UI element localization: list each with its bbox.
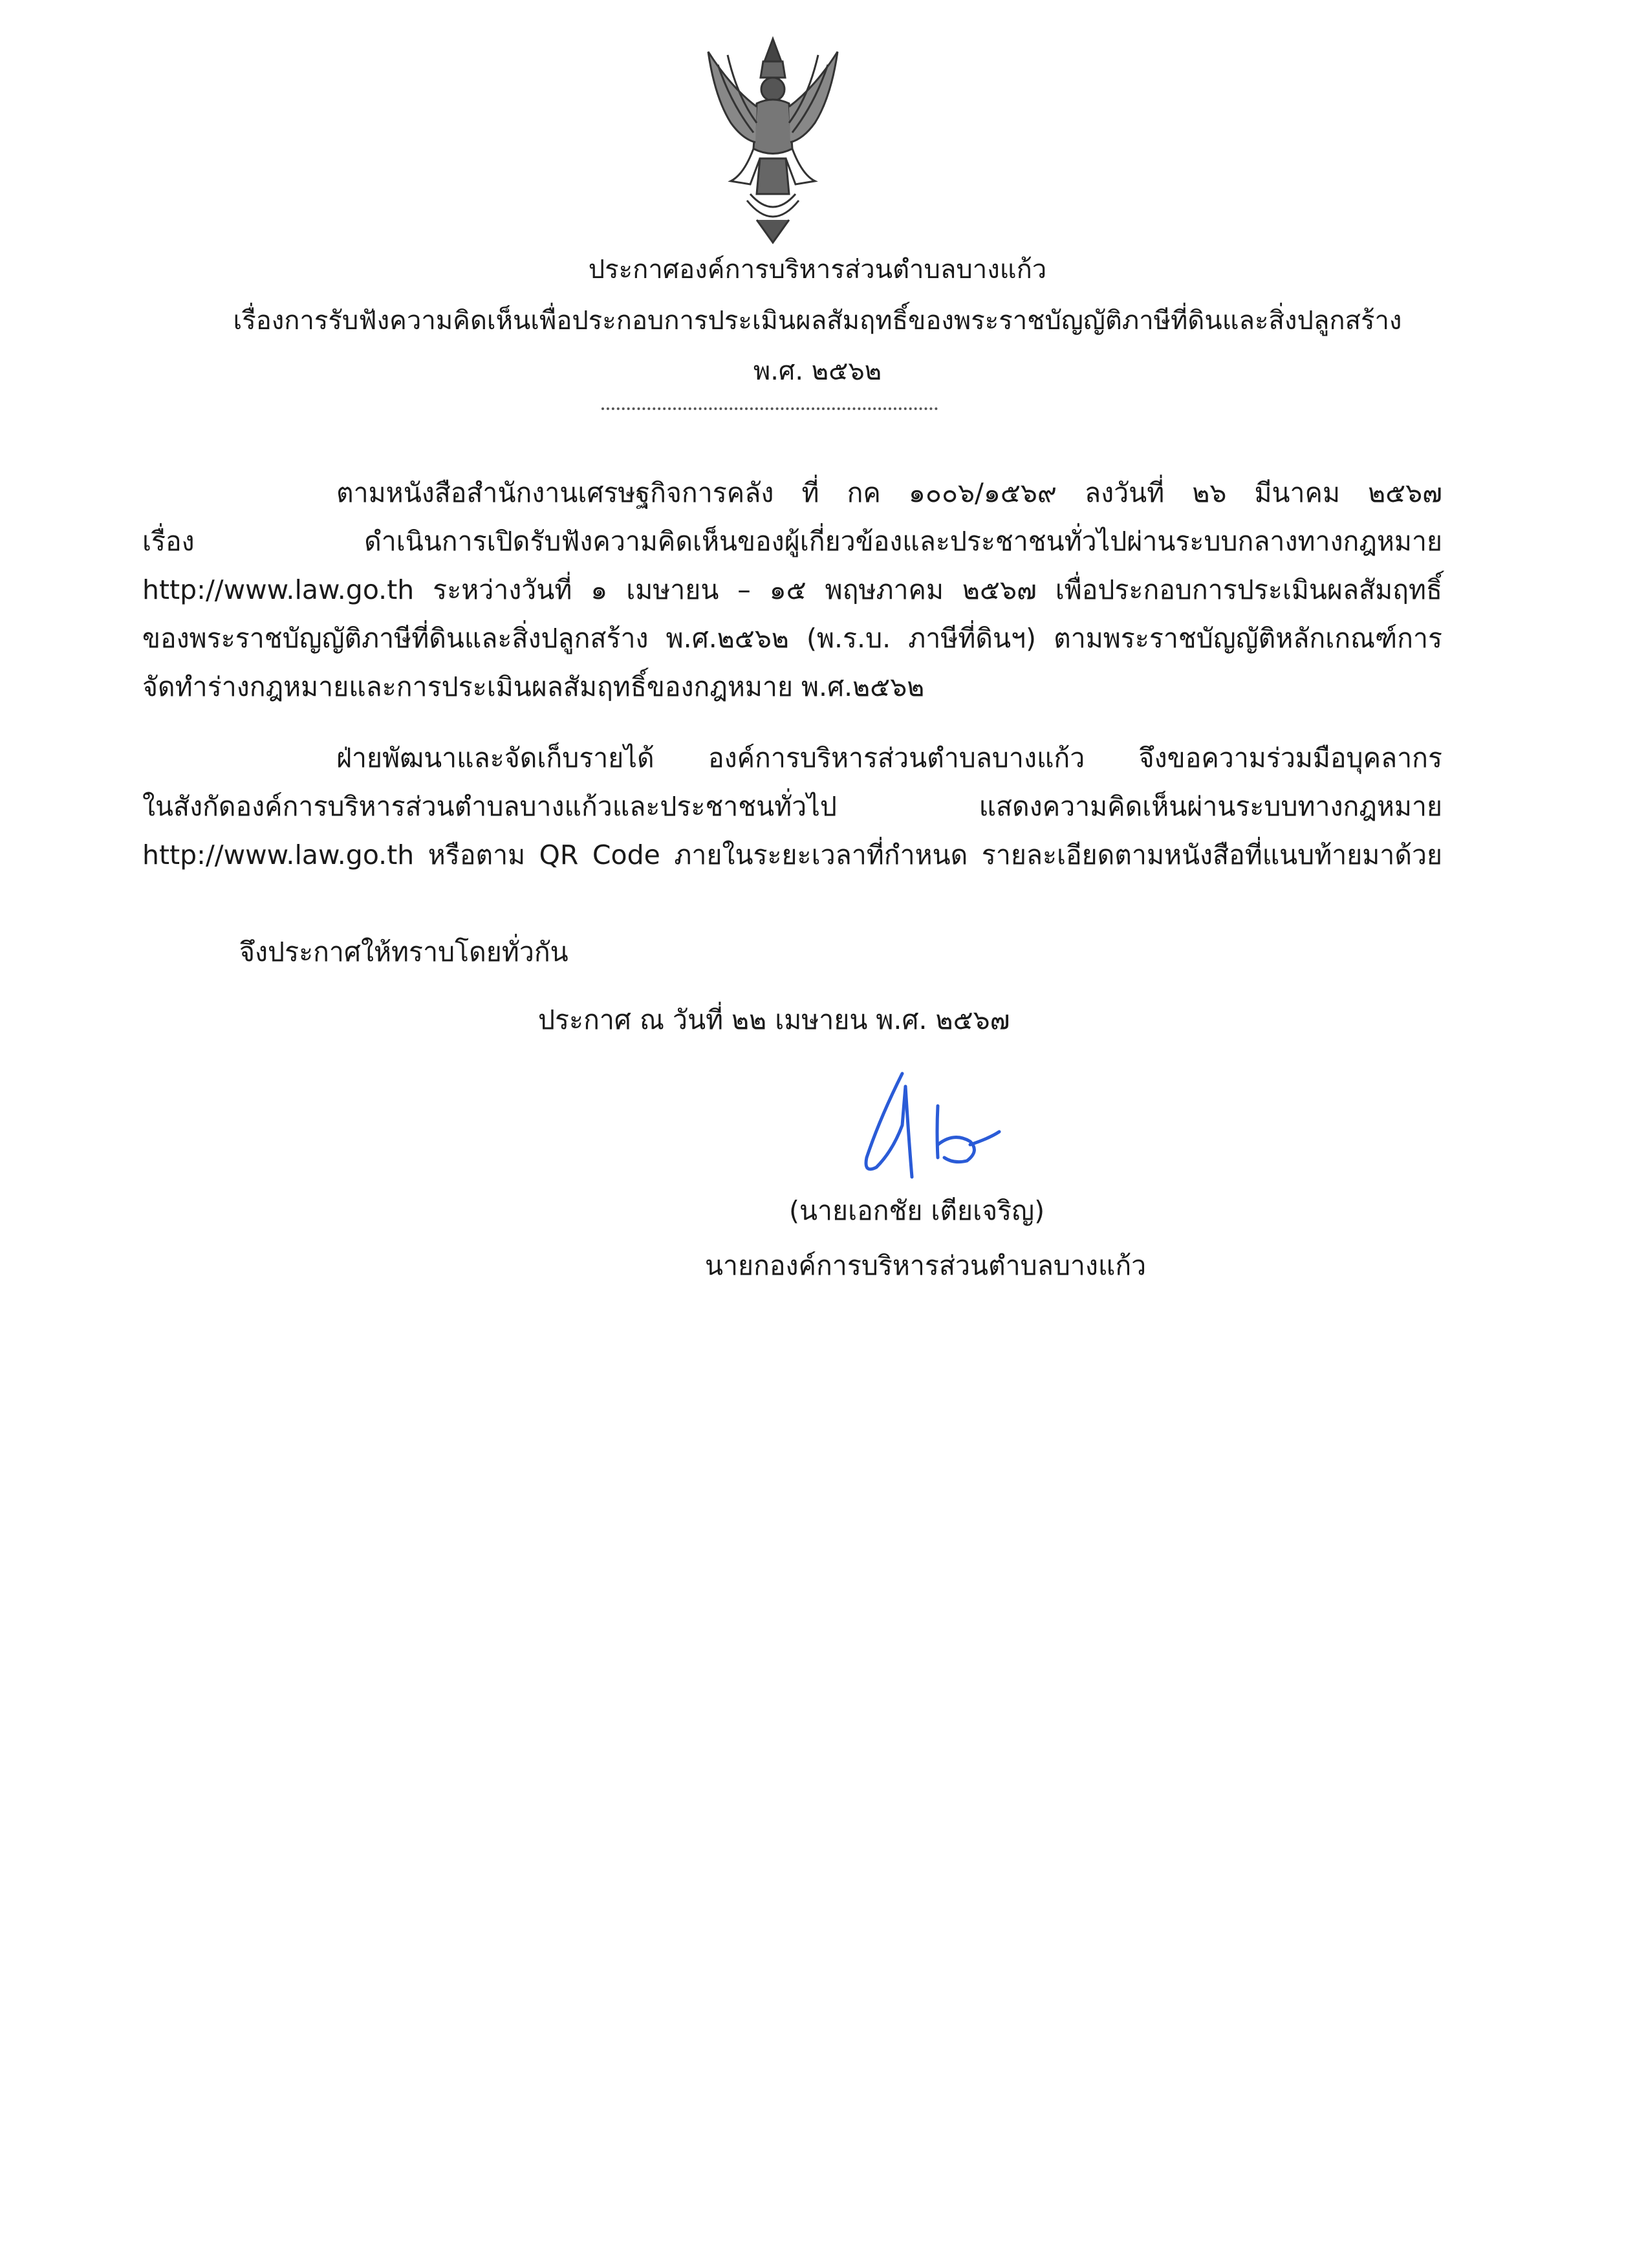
announcement-year: พ.ศ. ๒๕๖๒ — [753, 356, 882, 386]
paragraph2-line1: ฝ่ายพัฒนาและจัดเก็บรายได้ องค์การบริหารส่วนตำบลบางแก้ว จึงขอความร่วมมือบุคลากร — [336, 742, 1442, 773]
paragraph1-line1: ตามหนังสือสำนักงานเศรษฐกิจการคลัง ที่ กค ๑๐๐๖/๑๕๖๙ ลงวันที่ ๒๖ มีนาคม ๒๕๖๗ — [336, 477, 1442, 508]
announcement-date: ประกาศ ณ วันที่ ๒๒ เมษายน พ.ศ. ๒๕๖๗ — [538, 1004, 1010, 1035]
paragraph1-line4: ของพระราชบัญญัติภาษีที่ดินและสิ่งปลูกสร้าง พ.ศ.๒๕๖๒ (พ.ร.บ. ภาษีที่ดินฯ) ตามพระราชบัญญัติหลักเกณฑ์การ — [142, 623, 1442, 654]
garuda-emblem-icon — [692, 26, 854, 246]
handwritten-signature — [841, 1061, 1054, 1190]
paragraph1-line2: เรื่อง ดำเนินการเปิดรับฟังความคิดเห็นของผู้เกี่ยวข้องและประชาชนทั่วไปผ่านระบบกลางทางกฎหมาย — [142, 526, 1442, 557]
signer-name: (นายเอกชัย เตียเจริญ) — [789, 1195, 1045, 1226]
announcement-title: ประกาศองค์การบริหารส่วนตำบลบางแก้ว — [588, 255, 1047, 285]
paragraph2-line3: http://www.law.go.th หรือตาม QR Code ภายในระยะเวลาที่กำหนด รายละเอียดตามหนังสือที่แนบท้ายมาด้วย — [142, 839, 1442, 870]
closing-statement: จึงประกาศให้ทราบโดยทั่วกัน — [239, 936, 568, 967]
paragraph1-line5: จัดทำร่างกฎหมายและการประเมินผลสัมฤทธิ์ของกฎหมาย พ.ศ.๒๕๖๒ — [142, 671, 925, 702]
dotted-separator — [601, 407, 938, 410]
announcement-subject: เรื่องการรับฟังความคิดเห็นเพื่อประกอบการประเมินผลสัมฤทธิ์ของพระราชบัญญัติภาษีที่ดินและสิ่งปลูกสร้าง — [233, 306, 1402, 336]
paragraph2-line2: ในสังกัดองค์การบริหารส่วนตำบลบางแก้วและประชาชนทั่วไป แสดงความคิดเห็นผ่านระบบทางกฎหมาย — [142, 791, 1442, 822]
paragraph1-line3: http://www.law.go.th ระหว่างวันที่ ๑ เมษายน – ๑๕ พฤษภาคม ๒๕๖๗ เพื่อประกอบการประเมินผลสัมฤทธิ์ — [142, 574, 1442, 605]
signer-title: นายกองค์การบริหารส่วนตำบลบางแก้ว — [705, 1250, 1147, 1281]
